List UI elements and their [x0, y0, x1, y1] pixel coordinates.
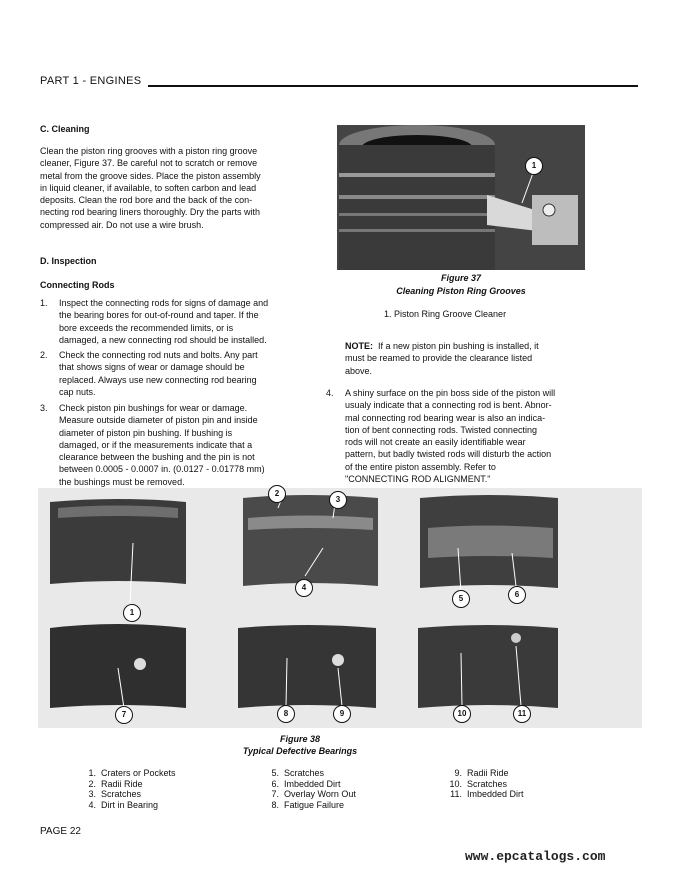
list-item: 11. Imbedded Dirt [450, 789, 524, 799]
list-item: A shiny surface on the pin boss side of the piston will usualy indicate that a connecting rod is bent. Abnor- mal connecting rod bearing wear is also an indica- tion of bent connecting rods. Twisted connecting rods will not create an easily identifiable wear pattern, but badly twisted rods will disturb the action of the entire piston assembly. Refer to "CONNECTING ROD ALIGNMENT." [345, 388, 556, 485]
list-item: Check the connecting rod nuts and bolts. Any part that shows signs of wear or damage should be replaced. Always use new connecting rod bearing cap nuts. [59, 350, 258, 397]
piston-ring-groove-photo [337, 125, 585, 270]
figure37-legend: 1. Piston Ring Groove Cleaner [384, 309, 507, 319]
figure38-legend-col1 [80, 768, 176, 810]
callout-1: 1 [525, 157, 543, 175]
list-item-number: 1. [40, 298, 48, 308]
page-number: PAGE 22 [40, 826, 81, 837]
figure38-number: Figure 38 [279, 734, 320, 744]
list-item-number: 4. [326, 388, 334, 398]
list-item: Inspect the connecting rods for signs of damage and the bearing bores for out-of-round and taper. If the bore exceeds the recommended limits, or is damaged, a new connecting rod should be installed. [59, 298, 269, 345]
list-item: 5. Scratches [271, 768, 325, 778]
list-item: 2. Radii Ride [88, 778, 143, 789]
figure38-legend-col2 [263, 768, 356, 810]
callout-4: 4 [295, 579, 313, 597]
callout-6: 6 [508, 586, 526, 604]
list-item: 10. Scratches [449, 778, 508, 789]
callout-2: 2 [268, 485, 286, 503]
list-item: 6. Imbedded Dirt [271, 778, 341, 789]
header-rule [148, 85, 638, 87]
cleaning-paragraph: Clean the piston ring grooves with a piston ring groove cleaner, Figure 37. Be careful not to scratch or remove metal from the groove sides. Place the piston assembly in liquid cleaner, if available, to soften carbon and lead deposits. Clean the rod bore and the back of the con- necting rod bearing liners thoroughly. Dry the parts with compressed air. Do not use a wire brush. [40, 146, 261, 230]
list-item: 3. Scratches [88, 789, 142, 799]
list-item: 4. Dirt in Bearing [88, 799, 159, 810]
list-item: 8. Fatigue Failure [271, 799, 345, 810]
callout-9: 9 [333, 705, 351, 723]
connecting-rods-subheading: Connecting Rods [40, 280, 115, 290]
figure38-legend-col3 [446, 768, 524, 800]
list-item: 9. Radii Ride [454, 768, 509, 778]
callout-5: 5 [452, 590, 470, 608]
list-item: 1. Craters or Pockets [88, 768, 176, 778]
figure38-title: Typical Defective Bearings [242, 746, 358, 756]
figure37-number: Figure 37 [440, 273, 481, 283]
watermark-link[interactable]: www.epcatalogs.com [465, 849, 606, 864]
section-header: PART 1 - ENGINES [40, 75, 142, 87]
callout-7: 7 [115, 706, 133, 724]
callout-8: 8 [277, 705, 295, 723]
list-item-number: 3. [40, 403, 48, 413]
list-item: Check piston pin bushings for wear or damage. Measure outside diameter of piston pin and inside diameter of piston pin bushing. If bushing is damaged, or if the measurements indicate that a clearance between the bushing and the pin is not between 0.0005 - 0.0007 in. (0.0127 - 0.01778 mm) the bushings must be removed. [59, 403, 265, 487]
callout-10: 10 [453, 705, 471, 723]
cleaning-heading: C. Cleaning [40, 124, 90, 134]
callout-3: 3 [329, 491, 347, 509]
note-label: NOTE: [345, 341, 373, 351]
callout-1: 1 [123, 604, 141, 622]
note-paragraph: NOTE: If a new piston pin bushing is installed, it must be reamed to provide the clearance listed above. [345, 341, 539, 376]
inspection-heading: D. Inspection [40, 256, 97, 266]
figure37-title: Cleaning Piston Ring Grooves [396, 286, 526, 296]
list-item: 7. Overlay Worn Out [271, 789, 356, 799]
callout-11: 11 [513, 705, 531, 723]
list-item-number: 2. [40, 350, 48, 360]
